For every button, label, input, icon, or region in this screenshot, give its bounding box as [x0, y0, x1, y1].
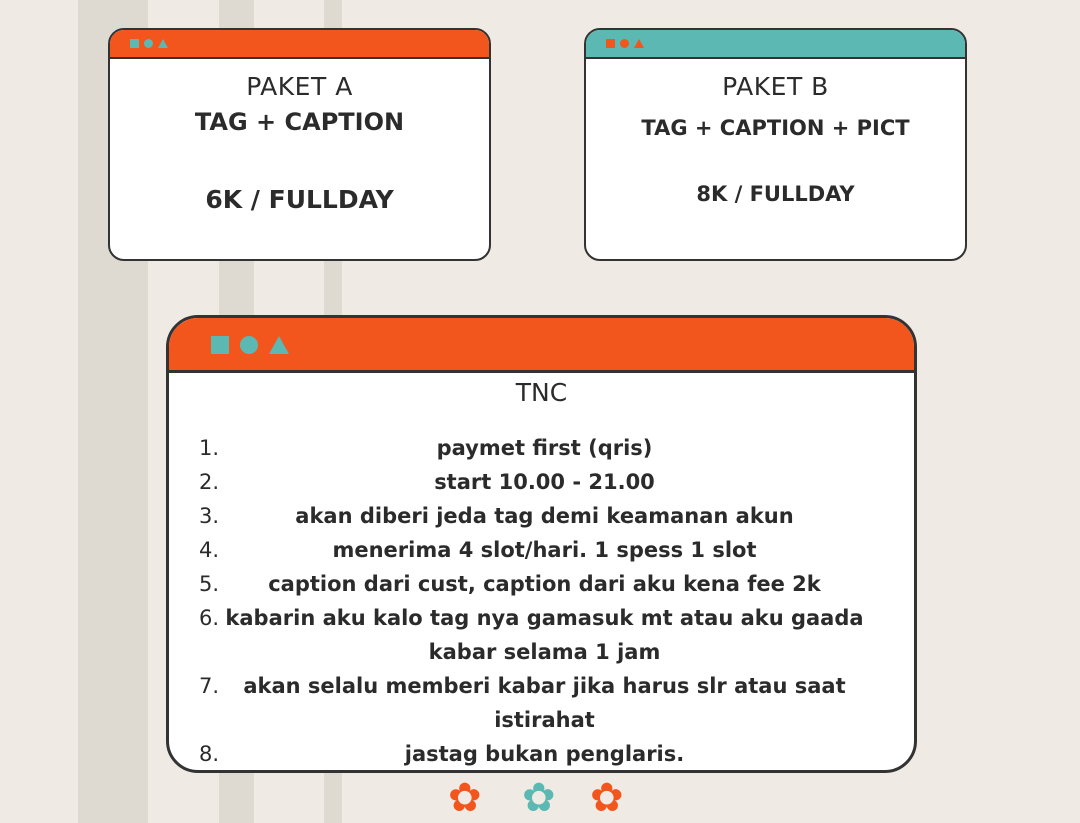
tnc-title: TNC	[515, 378, 568, 407]
square-icon	[130, 39, 139, 48]
list-item	[169, 601, 917, 669]
circle-icon	[620, 39, 629, 48]
triangle-icon	[269, 336, 289, 354]
list-item-text: kabarin aku kalo tag nya gamasuk mt atau aku gaada kabar selama 1 jam	[225, 606, 864, 664]
list-item-text: akan diberi jeda tag demi keamanan akun	[295, 504, 794, 528]
paket-b-title-bar	[586, 30, 965, 59]
window-controls	[606, 39, 644, 48]
list-item	[169, 669, 917, 737]
paket-a-card	[108, 28, 491, 261]
list-item-text: menerima 4 slot/hari. 1 spess 1 slot	[332, 538, 757, 562]
list-item-text: start 10.00 - 21.00	[434, 470, 655, 494]
paket-a-price: 6K / FULLDAY	[205, 185, 394, 214]
paket-b-subtitle: TAG + CAPTION + PICT	[641, 116, 910, 140]
list-item-number: 5.	[198, 572, 219, 596]
paket-a-subtitle: TAG + CAPTION	[194, 108, 405, 136]
list-item-number: 3.	[198, 504, 219, 528]
list-item-number: 7.	[198, 674, 219, 698]
list-item	[169, 431, 917, 465]
paket-b-price: 8K / FULLDAY	[696, 182, 855, 206]
tnc-list	[169, 431, 917, 771]
tnc-card	[166, 315, 917, 773]
list-item-number: 8.	[198, 742, 219, 766]
list-item-number: 6.	[198, 606, 219, 630]
list-item	[169, 737, 917, 771]
square-icon	[606, 39, 615, 48]
triangle-icon	[634, 39, 644, 48]
flower-icon: ✿	[448, 775, 482, 821]
list-item	[169, 533, 917, 567]
list-item-text: akan selalu memberi kabar jika harus slr atau saat istirahat	[243, 674, 846, 732]
list-item-text: paymet first (qris)	[436, 436, 653, 460]
flower-icon: ✿	[522, 775, 556, 821]
circle-icon	[240, 336, 258, 354]
triangle-icon	[158, 39, 168, 48]
paket-a-title: PAKET A	[246, 72, 353, 101]
list-item-number: 4.	[198, 538, 219, 562]
flower-decorations	[0, 775, 1080, 823]
list-item-text: caption dari cust, caption dari aku kena fee 2k	[268, 572, 821, 596]
window-controls	[130, 39, 168, 48]
list-item-number: 2.	[198, 470, 219, 494]
list-item-text: jastag bukan penglaris.	[404, 742, 685, 766]
list-item	[169, 465, 917, 499]
flower-icon: ✿	[590, 775, 624, 821]
tnc-title-bar	[169, 318, 914, 373]
list-item	[169, 499, 917, 533]
paket-a-title-bar	[110, 30, 489, 59]
list-item-number: 1.	[198, 436, 219, 460]
window-controls	[211, 336, 289, 354]
paket-b-title: PAKET B	[722, 72, 829, 101]
circle-icon	[144, 39, 153, 48]
square-icon	[211, 336, 229, 354]
paket-b-card	[584, 28, 967, 261]
list-item	[169, 567, 917, 601]
